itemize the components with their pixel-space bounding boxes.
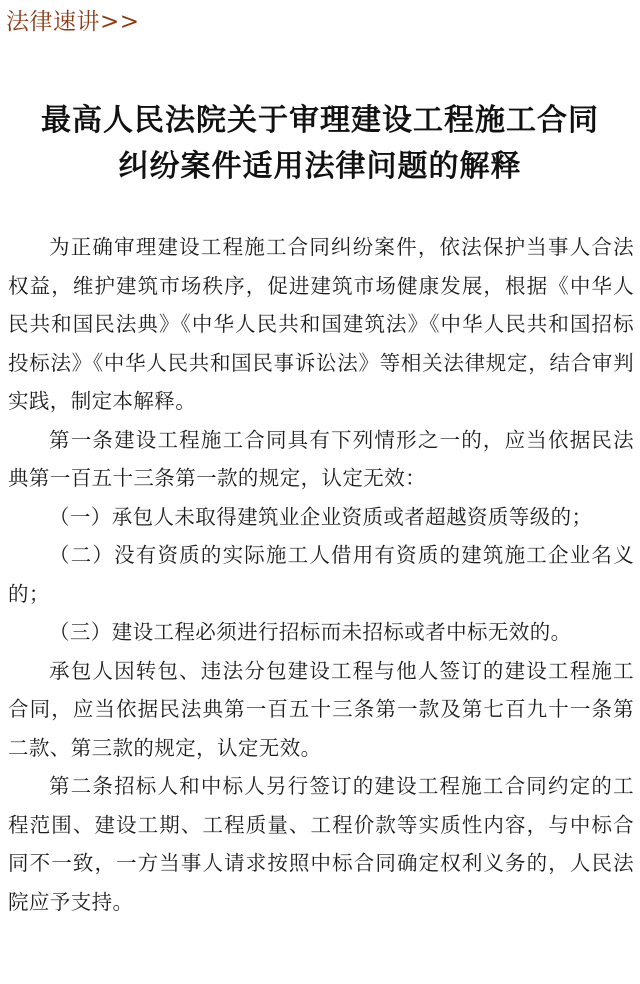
article-1-item-3: （三）建设工程必须进行招标而未招标或者中标无效的。 bbox=[49, 620, 572, 644]
article-2-paragraph: 第二条招标人和中标人另行签订的建设工程施工合同约定的工程范围、建设工期、工程质量、工程价款等实质性内容，与中标合同不一致，一方当事人请求按照中标合同确定权利义务的，人民法院应予支持。 bbox=[8, 774, 634, 914]
article-1-item-2: （二）没有资质的实际施工人借用有资质的建筑施工企业名义的； bbox=[8, 543, 634, 606]
title-line-2: 纠纷案件适用法律问题的解释 bbox=[118, 149, 522, 184]
preamble-paragraph: 为正确审理建设工程施工合同纠纷案件，依法保护当事人合法权益，维护建筑市场秩序，促进建筑市场健康发展，根据《中华人民共和国民法典》《中华人民共和国建筑法》《中华人民共和国招标投标法》《中华人民共和国民事诉讼法》等相关法律规定，结合审判实践，制定本解释。 bbox=[8, 235, 634, 413]
document-body bbox=[8, 228, 634, 921]
article-1-paragraph: 第一条建设工程施工合同具有下列情形之一的，应当依据民法典第一百五十三条第一款的规定，认定无效： bbox=[8, 427, 634, 490]
title-line-1: 最高人民法院关于审理建设工程施工合同 bbox=[41, 103, 599, 138]
article-1-item-1: （一）承包人未取得建筑业企业资质或者超越资质等级的； bbox=[49, 504, 593, 529]
column-label: 法律速讲>> bbox=[6, 9, 140, 35]
document-title bbox=[0, 98, 640, 190]
article-1-subsection: 承包人因转包、违法分包建设工程与他人签订的建设工程施工合同，应当依据民法典第一百五十三条第一款及第七百九十一条第二款、第三款的规定，认定无效。 bbox=[8, 658, 634, 760]
